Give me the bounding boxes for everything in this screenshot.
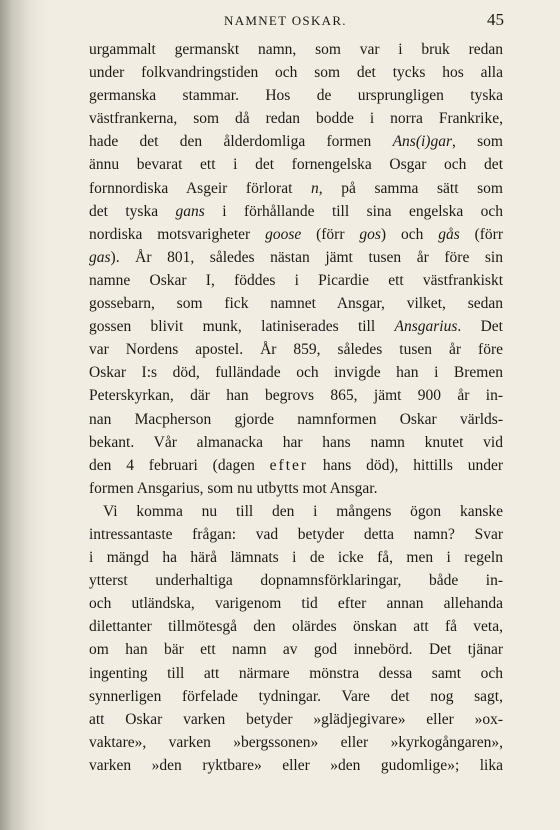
text-run: , på samma sätt som: [318, 179, 503, 197]
text-run: gossen blivit munk, latiniserades till: [89, 318, 395, 336]
text-line: [89, 731, 503, 754]
text-line: [89, 408, 503, 431]
text-run: germanska stammar. Hos de ursprungligen tyska: [89, 87, 503, 105]
text-run: vaktare», varken »bergssonen» eller »kyrkogångaren»,: [89, 733, 503, 751]
text-line: [89, 569, 503, 592]
text-run: Ans(i)gar: [392, 133, 452, 151]
text-line: [89, 592, 503, 615]
text-line: [89, 615, 503, 638]
text-run: efter: [269, 456, 309, 474]
text-run: och utländska, varigenom tid efter annan allehanda: [89, 595, 503, 613]
body-text: [89, 38, 503, 777]
text-line: [89, 246, 503, 269]
text-run: intressantaste frågan: vad betyder detta namn? Svar: [89, 525, 503, 543]
text-run: gossebarn, som fick namnet Ansgar, vilket, sedan: [89, 295, 503, 313]
page-gutter-shadow: [0, 0, 46, 830]
text-line: [89, 269, 503, 292]
text-run: ingenting till att närmare mönstra dessa samt och: [89, 664, 503, 682]
text-line: [89, 431, 503, 454]
text-run: ) och: [380, 225, 439, 243]
text-run: Vi komma nu till den i mångens ögon kanske: [103, 502, 503, 520]
text-run: i mängd ha härå lämnats i de icke få, men i regeln: [89, 549, 503, 567]
text-line: [89, 38, 503, 61]
text-line: [89, 200, 503, 223]
text-run: om han bär ett namn av god innebörd. Det tjänar: [89, 641, 503, 659]
text-run: hade det den ålderdomliga formen: [89, 133, 393, 151]
text-run: nan Macpherson gjorde namnformen Oskar världs-: [89, 410, 503, 428]
text-line: [89, 177, 503, 200]
text-run: , som: [451, 133, 503, 151]
text-run: gås: [438, 225, 460, 243]
text-line: [89, 292, 503, 315]
text-line: [89, 315, 503, 338]
text-run: gos: [359, 225, 381, 243]
text-line: [89, 708, 503, 731]
text-line: [89, 662, 503, 685]
text-run: att Oskar varken betyder »glädjegivare» eller »ox-: [89, 710, 503, 728]
text-run: i förhållande till sina engelska och: [204, 202, 503, 220]
text-run: bekant. Vår almanacka har hans namn knutet vid: [89, 433, 503, 451]
running-head: NAMNET OSKAR.: [224, 13, 347, 28]
text-line: [89, 546, 503, 569]
text-run: n: [311, 179, 319, 197]
text-run: fornnordiska Asgeir förlorat: [89, 179, 311, 197]
text-line: [89, 454, 503, 477]
page-header: [88, 10, 504, 36]
text-run: formen Ansgarius, som nu utbytts mot Ansgar.: [89, 479, 378, 497]
text-run: västfrankerna, som då redan bodde i norra Frankrike,: [89, 110, 503, 128]
text-run: dilettanter tillmötesgå den olärdes önskan att få veta,: [89, 618, 503, 636]
text-line: [89, 523, 503, 546]
text-line: [89, 338, 503, 361]
text-run: ). År 801, således nästan jämt tusen år före sin: [110, 248, 503, 266]
text-run: Oskar I:s död, fulländade och invigde han i Bremen: [89, 364, 503, 382]
text-run: gas: [89, 248, 111, 266]
text-line: [89, 754, 503, 777]
text-run: ytterst underhaltiga dopnamnsförklaringar, både in-: [89, 572, 503, 590]
text-run: . Det: [457, 318, 503, 336]
text-run: Peterskyrkan, där han begrovs 865, jämt 900 år in-: [89, 387, 503, 405]
text-line: [89, 84, 503, 107]
text-line: [89, 153, 503, 176]
text-line: [89, 685, 503, 708]
text-run: under folkvandringstiden och som det tycks hos alla: [89, 64, 503, 82]
text-run: ännu bevarat ett i det fornengelska Osgar och det: [89, 156, 503, 174]
text-run: det tyska: [89, 202, 176, 220]
text-run: hans död), hittills under: [308, 456, 503, 474]
text-run: den 4 februari (dagen: [89, 456, 270, 474]
text-line: [89, 223, 503, 246]
text-run: namne Oskar I, föddes i Picardie ett västfrankiskt: [89, 271, 503, 289]
page-number: 45: [487, 10, 504, 29]
text-line: [89, 638, 503, 661]
text-run: synnerligen förfelade tydningar. Vare det nog sagt,: [89, 687, 503, 705]
text-run: goose: [265, 225, 302, 243]
text-line: [89, 130, 503, 153]
text-run: varken »den ryktbare» eller »den gudomlige»; lika: [89, 756, 503, 774]
text-line: [89, 384, 503, 407]
text-line: [89, 500, 503, 523]
text-line: [89, 477, 503, 500]
text-line: [89, 61, 503, 84]
text-run: nordiska motsvarigheter: [89, 225, 266, 243]
text-run: urgammalt germanskt namn, som var i bruk redan: [89, 41, 503, 58]
text-run: (förr: [301, 225, 360, 243]
text-line: [89, 107, 503, 130]
text-run: gans: [175, 202, 205, 220]
text-run: Ansgarius: [394, 318, 458, 336]
text-run: var Nordens apostel. År 859, således tusen år före: [89, 341, 503, 359]
text-line: [89, 361, 503, 384]
text-run: (förr: [459, 225, 503, 243]
